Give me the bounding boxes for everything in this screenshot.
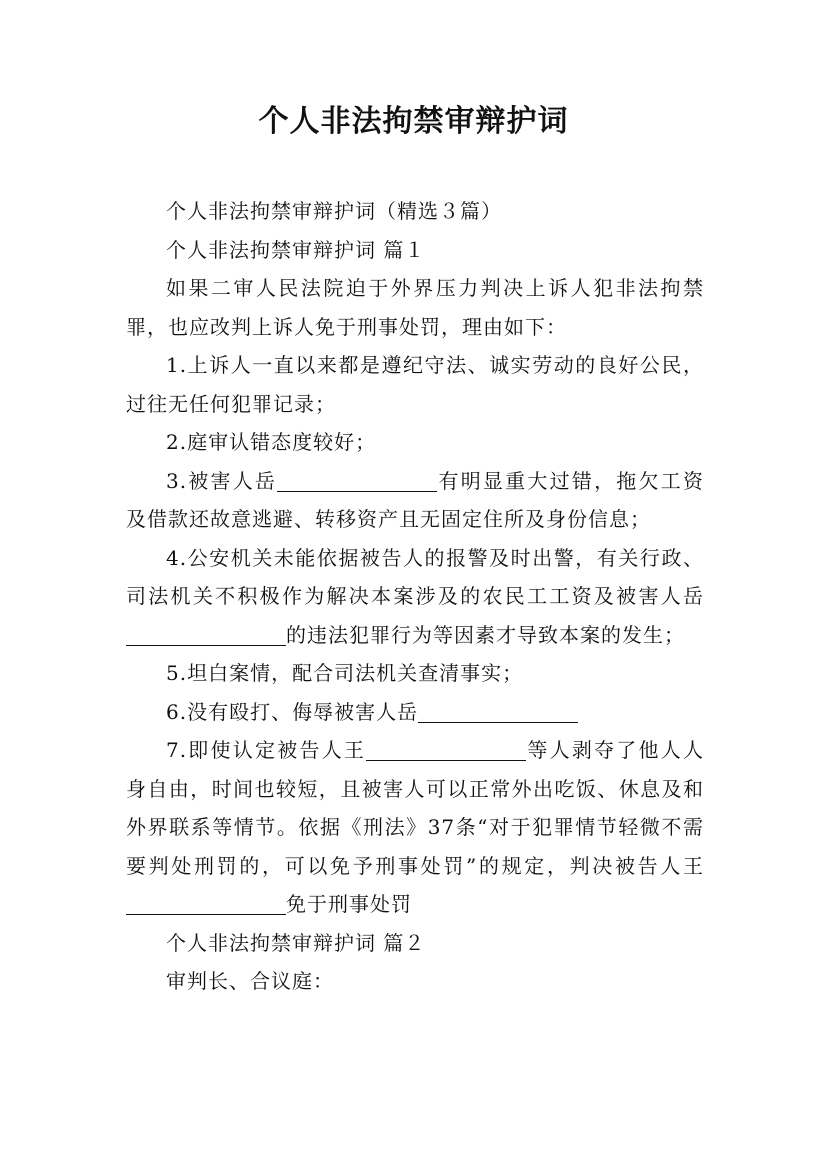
paragraph (126, 462, 704, 539)
paragraph-text: 个人非法拘禁审辩护词 篇２ (166, 930, 426, 955)
document-title: 个人非法拘禁审辩护词 (258, 104, 569, 139)
paragraph-text: 等人剥夺了他人人身自由，时间也较短，且被害人可以正常外出吃饭、休息及和外界联系等情节。依据《刑法》37条“对于犯罪情节轻微不需要判处刑罚的，可以免予刑事处罚”的规定，判决被告人王 (126, 738, 704, 878)
paragraph-text: 如果二审人民法院迫于外界压力判决上诉人犯非法拘禁罪，也应改判上诉人免于刑事处罚，理由如下： (126, 276, 704, 339)
paragraph (126, 423, 704, 462)
paragraph-text: 7.即使认定被告人王 (166, 738, 367, 762)
paragraph (126, 962, 704, 1001)
paragraph (126, 192, 704, 231)
fill-in-blank (126, 890, 286, 915)
paragraph (126, 693, 704, 732)
paragraph (126, 269, 704, 346)
paragraph-text: 1.上诉人一直以来都是遵纪守法、诚实劳动的良好公民，过往无任何犯罪记录； (126, 353, 704, 416)
paragraph-text: 4.公安机关未能依据被告人的报警及时出警，有关行政、司法机关不积极作为解决本案涉及的农民工工资及被害人岳 (126, 545, 704, 608)
paragraph-text: 6.没有殴打、侮辱被害人岳 (166, 699, 419, 724)
fill-in-blank (277, 467, 437, 492)
paragraph-text: 审判长、合议庭： (166, 969, 334, 993)
paragraph-text: 2.庭审认错态度较好； (166, 430, 377, 454)
paragraph-text: 3.被害人岳 (166, 468, 278, 493)
paragraph-text: 免于刑事处罚 (286, 892, 412, 916)
document-body (126, 192, 704, 1001)
paragraph (126, 231, 704, 270)
paragraph-text: 有明显重大过错，拖欠工资及借款还故意逃避、转移资产且无固定住所及身份信息； (126, 468, 704, 531)
paragraph (126, 731, 704, 924)
paragraph (126, 654, 704, 693)
fill-in-blank (126, 621, 286, 646)
paragraph-text: 个人非法拘禁审辩护词 篇１ (166, 237, 426, 262)
paragraph-text: 5.坦白案情，配合司法机关查清事实； (166, 661, 524, 685)
paragraph (126, 539, 704, 655)
fill-in-blank (366, 736, 526, 761)
paragraph (126, 346, 704, 423)
paragraph (126, 924, 704, 963)
paragraph-text: 个人非法拘禁审辩护词（精选３篇） (166, 199, 502, 223)
paragraph-text: 的违法犯罪行为等因素才导致本案的发生； (286, 622, 685, 647)
fill-in-blank (418, 698, 578, 723)
